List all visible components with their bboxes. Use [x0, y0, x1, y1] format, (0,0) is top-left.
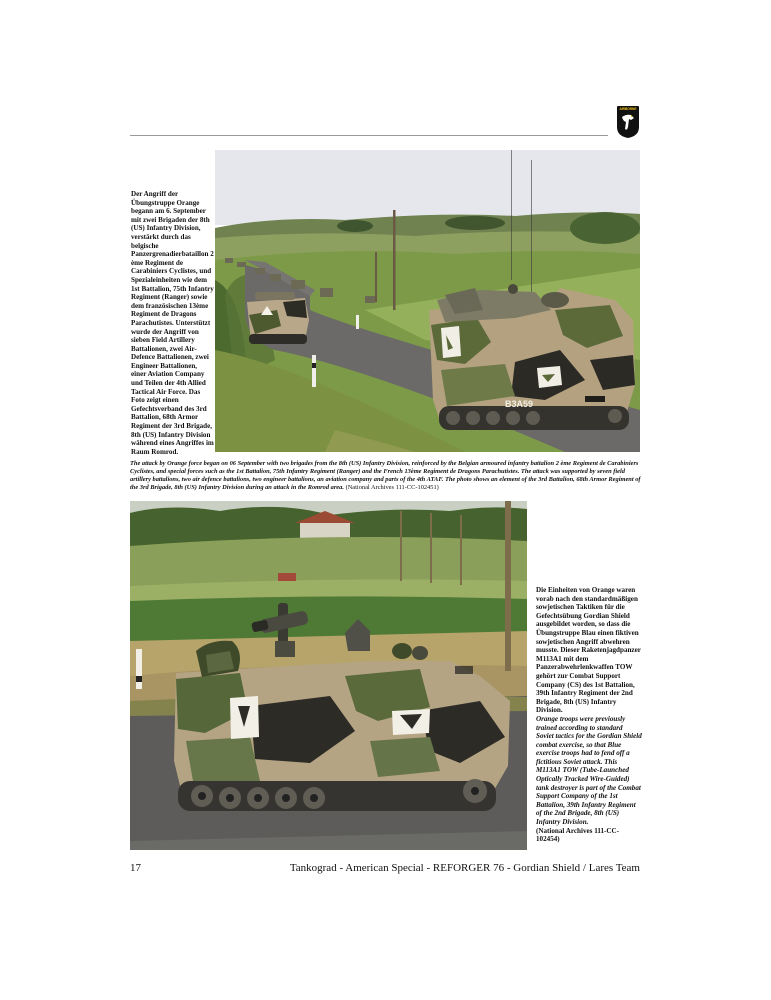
vehicle-marking: B3A59: [505, 399, 534, 409]
division-emblem: [616, 105, 640, 139]
photo-convoy-m113: [215, 150, 640, 452]
photo1-english-caption: [130, 460, 642, 492]
photo1-caption-text: The attack by Orange force began on 06 September with two brigades from the 8th (US) Infantry Division, reinforced by the Belgian armoured infantry battalion 2 ème Regiment de Carabiniers Cyclistes, and special forces such as the 1st Battalion, 75th Infantry Regiment (Ranger) and the French 13ème Regiment de Dragons Parachutistes. The attack was supported by seven field artillery battalions, two air defence battalions, two engineer battalions, an aviation company and parts of the 4th ATAF. The photo shows an element of the 3rd Battalion, 68th Armor Regiment of the 3rd Brigade, 8th (US) Infantry Division during an attack in the Romrod area.: [130, 460, 641, 492]
page-number: 17: [130, 862, 141, 874]
photo1-credit: (National Archives 111-CC-102451): [345, 484, 439, 492]
photo2-sidebar: [536, 586, 642, 844]
footer-title: Tankograd - American Special - REFORGER 76 - Gordian Shield / Lares Team: [289, 862, 640, 874]
photo-m113-tow: [130, 501, 527, 850]
photo1-german-text: Der Angriff der Übungstruppe Orange begann am 6. September mit zwei Brigaden der 8th (US) Infantry Division, verstärkt durch das belgische Panzergrenadierbataillon 2 ème Regiment de Carabiniers Cyclistes, und Spezialeinheiten wie dem 1st Battalion, 75th Infantry Regiment (Ranger) sowie dem französischen 13ème Regiment de Dragons Parachutistes. Unterstützt wurde der Angriff von sieben Field Artillery Battalionen, zwei Air-Defence Battalionen, zwei Engineer Battalionen, einer Aviation Company und Teilen der 4th Allied Tactical Air Force. Das Foto zeigt einen Gefechtsverband des 3rd Battalion, 68th Armor Regiment der 3rd Brigade, 8th (US) Infantry Division während eines Angriffes im Raum Romrod.: [131, 190, 214, 456]
header-rule: [130, 135, 608, 136]
photo2-english-text: Orange troops were previously trained according to standard Soviet tactics for the Gordian Shield combat exercise, so that Blue exercise troops had to fend off a fictitious Soviet attack. This M113A1 TOW (Tube-Launched Optically Tracked Wire-Guided) tank destroyer is part of the Combat Support Company of the 1st Battalion, 39th Infantry Regiment of the 2nd Brigade, 8th (US) Infantry Division.: [536, 714, 642, 827]
photo2-credit: (National Archives 111-CC-102454): [536, 826, 620, 844]
emblem-tab-text: AIRBORNE: [619, 106, 637, 111]
photo2-german-text: Die Einheiten von Orange waren vorab nach den standardmäßigen sowjetischen Taktiken für die Gefechtsübung Gordian Shield ausgebildet worden, so dass die Übungstruppe Blau einen fiktiven sowjetischen Angriff abwehren musste. Dieser Raketenjagdpanzer M113A1 mit dem Panzerabwehrlenkwaffen TOW gehört zur Combat Support Company (CS) des 1st Battalion, 39th Infantry Regiment der 2nd Brigade, 8th (US) Infantry Division.: [536, 586, 641, 715]
